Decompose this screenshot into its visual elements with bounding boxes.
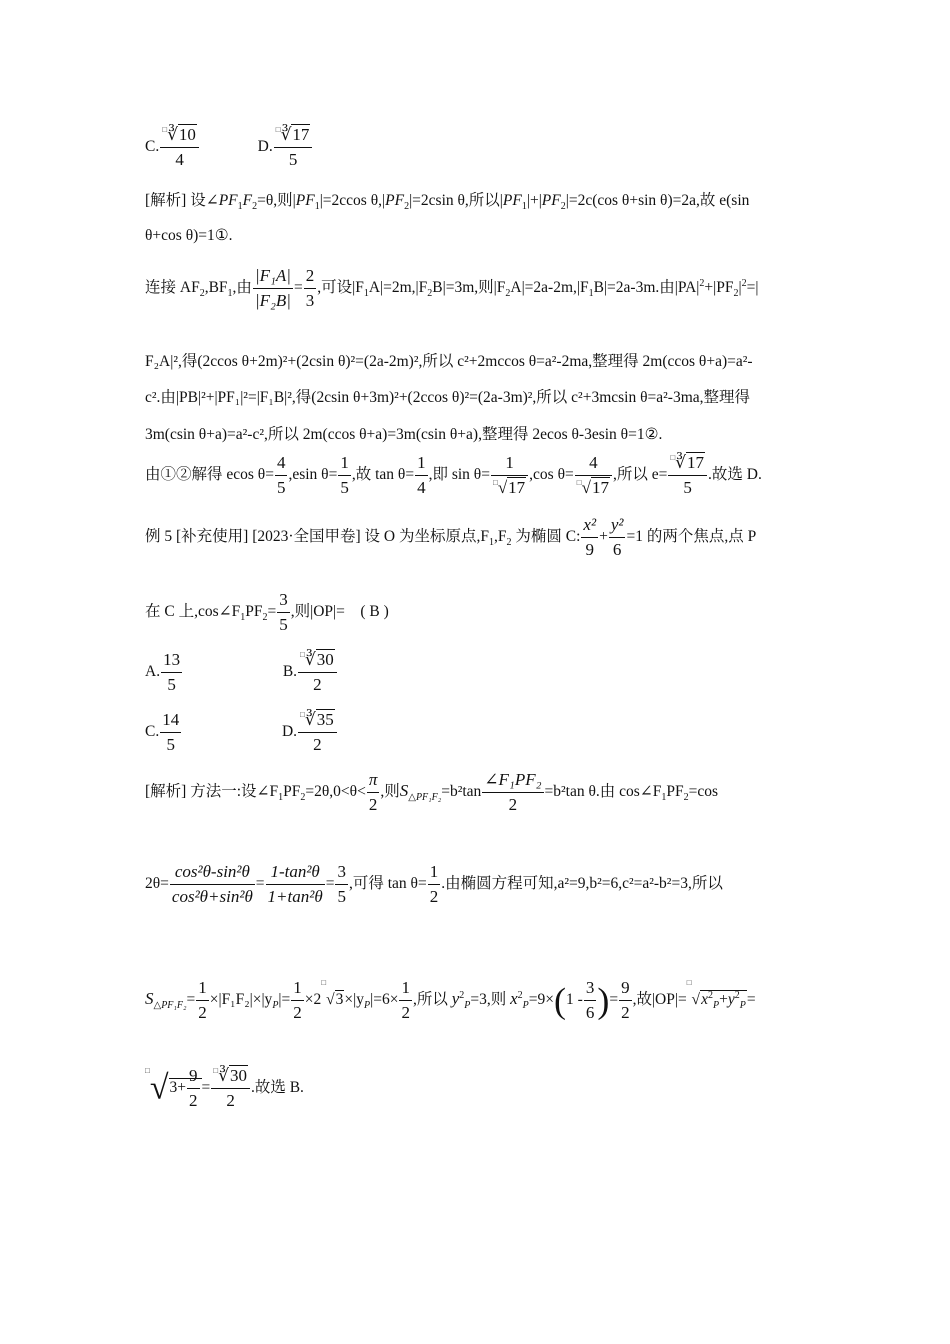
solution-1-line-4: F₂A|²,得(2ccos θ+2m)²+(2csin θ)²=(2a-2m)²,所以 c²+2mccos θ=a²-2ma,整理得 2m(ccos θ+a)=a²-: [145, 353, 753, 370]
option-a-label: A.: [145, 663, 161, 681]
option-c-label-2: C.: [145, 723, 160, 741]
fraction-2-3: $\frac{2}{3}$: [305, 266, 315, 310]
solution-2-line-3: $S_{\triangle PF_1F_2}=$ $\frac{1}{2}$ $\times|F_1F_2|\times|y_P|=$ $\frac{1}{2}$ $\times 2^□√3\times|y_P|=6\times$ $\frac{1}{2}$ ,所以 $y^2_P=3$,则 $x^2_P=9\times(1$ - $\frac{3}{6}$ )= $\frac{9}{2}$ ,故$|OP|=^□√x^2_P+y^2_P=$: [145, 978, 756, 1022]
solution-2-line-2: 2θ= $\frac{\text{cos²θ-sin²θ}}{\text{cos²θ+sin²θ}}$ = $\frac{\text{1-tan²θ}}{\text{1+tan²θ}}$ = $\frac{3}{5}$ ,可得 tan θ= $\frac{1}{2}$ .由椭圆方程可知,a²=9,b²=6,c²=a²-b²=3,所以: [145, 862, 723, 906]
option-c-fraction: $\frac{^□∛10}{4}$: [160, 125, 199, 170]
solution-1-line-1: [解析] 设$\angle PF_1F_2=\theta$,则$|PF_1|=2ccos$ $\theta,|PF_2|=2csin$ θ,所以$|PF_1|+|PF_2|=2c(\cos$ θ+sin θ)=2a,故 e(sin: [145, 192, 750, 213]
solution-1-line-6: 3m(csin θ+a)=a²-c²,所以 2m(ccos θ+a)=3m(csin θ+a),整理得 2ecos θ-3esin θ=1②.: [145, 426, 663, 443]
solution-2-line-1: [解析] 方法一:设$\angle F_1PF_2=2\theta,0<\theta<$ $\frac{\pi}{2}$ ,则$S_{\triangle PF_1F_2}=b^2\tan$ $\frac{\text{∠F₁PF₂}}{2}$ =b²tan θ.由 $\cos\angle F_1PF_2=\cos$: [145, 770, 719, 814]
option-d-fraction: $\frac{^□∛17}{5}$: [274, 125, 313, 170]
solution-1-line-3: 连接 $AF_2,BF_1$,由 $\frac{\text{|F₁A|}}{\text{|F₂B|}}$ = $\frac{2}{3}$ ,可设$|F_1A|=2m,|F_2B|=3m$,则$|F_2A|=2a-2m,|F_1B|=2a-3m$.由$|PA|^2+|PF_2|^2=|$: [145, 266, 759, 310]
option-row-top: [145, 125, 313, 170]
example-5-options-row-2: C. $\frac{14}{5}$ D. $\frac{^□∛35}{2}$: [145, 710, 338, 755]
solution-2-line-4: □√3+ $\frac{9}{2}$ = $\frac{^□∛30}{2}$ .故选 B.: [145, 1066, 304, 1110]
option-d-label-2: D.: [281, 723, 298, 741]
example-5-line-2: 在 C 上$,\cos\angle F_1PF_2=$ $\frac{3}{5}$ ,则|OP|= ( B ): [145, 590, 389, 634]
solution-1-line-5: c².由|PB|²+|PF₁|²=|F₁B|²,得(2csin θ+3m)²+(2ccos θ)²=(2a-3m)²,所以 c²+3mcsin θ=a²-3ma,整理得: [145, 389, 751, 406]
example-5-line-1: 例 5 [补充使用] [2023·全国甲卷] 设 O 为坐标原点$,F_1,F_2$ 为椭圆 C: $\frac{\text{x²}}{9}$ + $\frac{\text{y²}}{6}$ =1 的两个焦点,点 P: [145, 515, 757, 559]
option-b-label: B.: [282, 663, 298, 681]
solution-1-line-7: 由①②解得 ecos θ= $\frac{4}{5}$ ,esin θ= $\frac{1}{5}$ ,故 tan θ= $\frac{1}{4}$ ,即 sin θ= $\frac{1}{^□√17}$ ,cos θ= $\frac{4}{^□√17}$ ,所以 e= $\frac{^□∛17}{5}$ .故选 D.: [145, 453, 762, 497]
example-5-options-row-1: A. $\frac{13}{5}$ B. $\frac{^□∛30}{2}$: [145, 650, 338, 695]
solution-1-line-2: θ+cos θ)=1①.: [145, 227, 233, 244]
option-d-label: D.: [257, 138, 273, 156]
ratio-fraction: $\frac{\text{|F₁A|}}{\text{|F₂B|}}$: [254, 266, 291, 310]
option-c-label: C.: [145, 138, 160, 156]
